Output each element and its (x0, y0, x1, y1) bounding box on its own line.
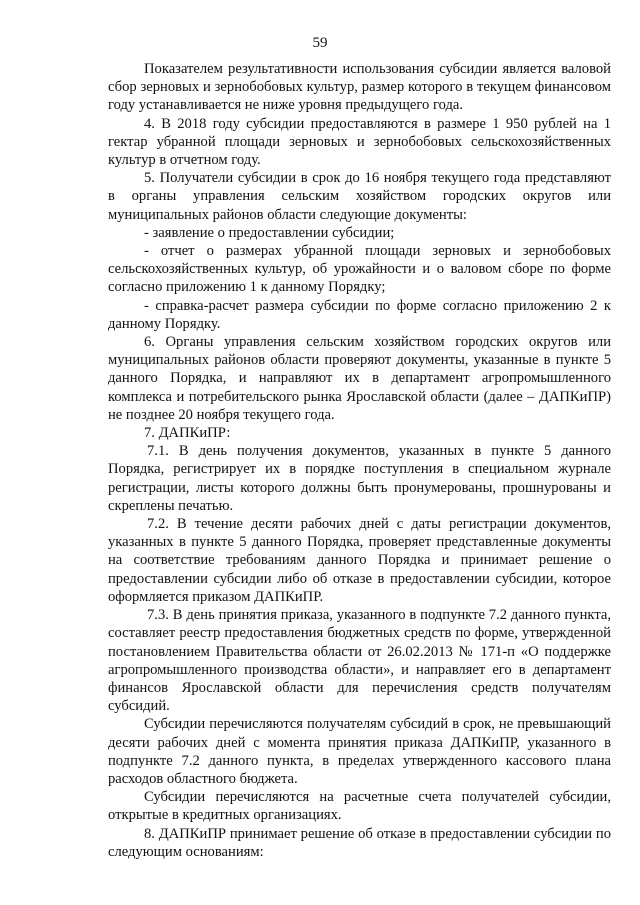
paragraph-7-3: 7.3. В день принятия приказа, указанного в подпункте 7.2 данного пункта, составляет реестр предоставления бюджетных средств по форме, утвержденной постановлением Правительства области от 26.02.2013 № 171-п «О поддержке агропромышленного производства области», и направляет его в департамент финансов Ярославской области для перечисления средств получателям субсидий. (108, 607, 611, 715)
page-number: 59 (312, 35, 328, 51)
list-item-application: - заявление о предоставлении субсидии; (144, 224, 395, 241)
paragraph-6: 6. Органы управления сельским хозяйством городских округов или муниципальных районов области проверяют документы, указанные в пункте 5 данного Порядка, и направляют их в департамент агропромышленного комплекса и потребительского рынка Ярославской области (далее – ДАПКиПР) не позднее 20 ноября текущего года. (108, 334, 611, 423)
paragraph-performance-indicator: Показателем результативности использования субсидии является валовой сбор зерновых и зернобобовых культур, размер которого в текущем финансовом году устанавливается не ниже уровня предыдущего года. (108, 61, 611, 114)
document-body (108, 60, 611, 861)
paragraph-transfer-deadline: Субсидии перечисляются получателям субсидий в срок, не превышающий десяти рабочих дней с момента принятия приказа ДАПКиПР, указанного в подпункте 7.2 данного пункта, в пределах утвержденного кассового плана расходов областного бюджета. (108, 716, 611, 787)
paragraph-7: 7. ДАПКиПР: (144, 425, 231, 442)
paragraph-7-2: 7.2. В течение десяти рабочих дней с даты регистрации документов, указанных в пункте 5 данного Порядка, проверяет представленные документы на соответствие требованиям данного Порядка и принимает решение о предоставлении субсидии либо об отказе в предоставлении субсидии, которое оформляется приказом ДАПКиПР. (108, 516, 611, 605)
paragraph-4: 4. В 2018 году субсидии предоставляются в размере 1 950 рублей на 1 гектар убранной площади зерновых и зернобобовых сельскохозяйственных культур в отчетном году. (108, 115, 611, 169)
list-item-report: - отчет о размерах убранной площади зерновых и зернобобовых сельскохозяйственных культур, об урожайности и о валовом сборе по форме согласно приложению 1 к данному Порядку; (108, 243, 611, 296)
paragraph-7-1: 7.1. В день получения документов, указанных в пункте 5 данного Порядка, регистрирует их в порядке поступления в специальном журнале регистрации, листы которого должны быть пронумерованы, прошнурованы и скреплены печатью. (108, 443, 611, 514)
paragraph-5: 5. Получатели субсидии в срок до 16 ноября текущего года представляют в органы управления сельским хозяйством городских округов или муниципальных районов области следующие документы: (108, 170, 611, 223)
paragraph-transfer-accounts: Субсидии перечисляются на расчетные счета получателей субсидии, открытые в кредитных организациях. (108, 789, 611, 824)
paragraph-8: 8. ДАПКиПР принимает решение об отказе в предоставлении субсидии по следующим основаниям: (108, 825, 611, 860)
list-item-calculation: - справка-расчет размера субсидии по форме согласно приложению 2 к данному Порядку. (108, 297, 611, 332)
